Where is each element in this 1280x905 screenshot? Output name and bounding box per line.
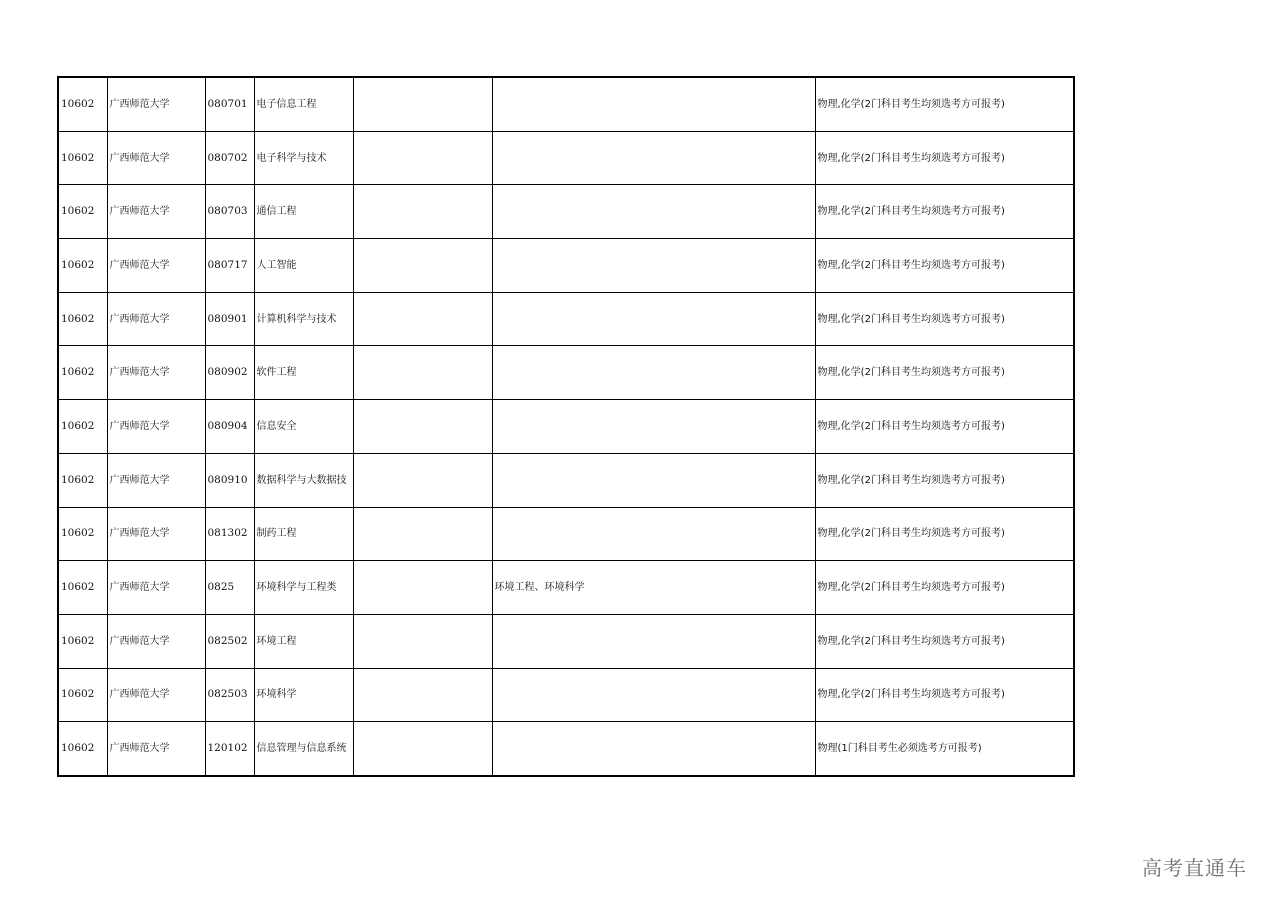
cell-included-majors: 环境工程、环境科学 <box>492 561 815 615</box>
table-row <box>58 77 1074 131</box>
cell-school-name: 广西师范大学 <box>107 507 205 561</box>
table-row <box>58 561 1074 615</box>
cell-school-name: 广西师范大学 <box>107 77 205 131</box>
cell-major-code: 080902 <box>205 346 254 400</box>
cell-note <box>353 185 492 239</box>
table-row <box>58 668 1074 722</box>
cell-subject-requirement: 物理,化学(2门科目考生均须选考方可报考) <box>815 77 1074 131</box>
table-row <box>58 453 1074 507</box>
table-row <box>58 292 1074 346</box>
cell-note <box>353 722 492 776</box>
cell-school-code: 10602 <box>58 239 107 293</box>
cell-major-name: 制药工程 <box>254 507 353 561</box>
cell-school-code: 10602 <box>58 185 107 239</box>
cell-subject-requirement: 物理,化学(2门科目考生均须选考方可报考) <box>815 400 1074 454</box>
cell-subject-requirement: 物理,化学(2门科目考生均须选考方可报考) <box>815 346 1074 400</box>
table-row <box>58 239 1074 293</box>
cell-school-code: 10602 <box>58 614 107 668</box>
cell-major-code: 081302 <box>205 507 254 561</box>
cell-subject-requirement: 物理,化学(2门科目考生均须选考方可报考) <box>815 614 1074 668</box>
cell-school-name: 广西师范大学 <box>107 453 205 507</box>
cell-included-majors <box>492 614 815 668</box>
cell-note <box>353 346 492 400</box>
cell-note <box>353 77 492 131</box>
cell-major-name: 计算机科学与技术 <box>254 292 353 346</box>
cell-note <box>353 292 492 346</box>
cell-subject-requirement: 物理,化学(2门科目考生均须选考方可报考) <box>815 239 1074 293</box>
cell-major-name: 环境科学与工程类 <box>254 561 353 615</box>
table-row <box>58 614 1074 668</box>
cell-included-majors <box>492 507 815 561</box>
cell-included-majors <box>492 185 815 239</box>
cell-subject-requirement: 物理,化学(2门科目考生均须选考方可报考) <box>815 561 1074 615</box>
cell-school-code: 10602 <box>58 131 107 185</box>
cell-major-name: 通信工程 <box>254 185 353 239</box>
cell-included-majors <box>492 453 815 507</box>
cell-included-majors <box>492 131 815 185</box>
cell-subject-requirement: 物理,化学(2门科目考生均须选考方可报考) <box>815 185 1074 239</box>
cell-major-name: 人工智能 <box>254 239 353 293</box>
cell-subject-requirement: 物理,化学(2门科目考生均须选考方可报考) <box>815 453 1074 507</box>
table-row <box>58 507 1074 561</box>
cell-school-name: 广西师范大学 <box>107 400 205 454</box>
cell-major-name: 环境科学 <box>254 668 353 722</box>
cell-school-code: 10602 <box>58 346 107 400</box>
cell-major-name: 信息管理与信息系统 <box>254 722 353 776</box>
cell-included-majors <box>492 668 815 722</box>
cell-included-majors <box>492 292 815 346</box>
cell-subject-requirement: 物理,化学(2门科目考生均须选考方可报考) <box>815 507 1074 561</box>
cell-school-code: 10602 <box>58 668 107 722</box>
cell-major-name: 信息安全 <box>254 400 353 454</box>
cell-school-name: 广西师范大学 <box>107 292 205 346</box>
cell-school-code: 10602 <box>58 400 107 454</box>
table-row <box>58 722 1074 776</box>
cell-included-majors <box>492 239 815 293</box>
watermark-text: 高考直通车 <box>1142 856 1247 880</box>
cell-major-code: 080717 <box>205 239 254 293</box>
cell-note <box>353 614 492 668</box>
cell-school-name: 广西师范大学 <box>107 239 205 293</box>
cell-major-code: 082503 <box>205 668 254 722</box>
cell-school-code: 10602 <box>58 77 107 131</box>
cell-major-name: 电子科学与技术 <box>254 131 353 185</box>
cell-school-code: 10602 <box>58 507 107 561</box>
cell-major-code: 080702 <box>205 131 254 185</box>
cell-included-majors <box>492 722 815 776</box>
cell-included-majors <box>492 77 815 131</box>
table-row <box>58 185 1074 239</box>
cell-school-name: 广西师范大学 <box>107 131 205 185</box>
cell-major-name: 环境工程 <box>254 614 353 668</box>
cell-school-code: 10602 <box>58 561 107 615</box>
cell-major-code: 080910 <box>205 453 254 507</box>
cell-school-code: 10602 <box>58 722 107 776</box>
cell-included-majors <box>492 400 815 454</box>
cell-included-majors <box>492 346 815 400</box>
cell-subject-requirement: 物理(1门科目考生必须选考方可报考) <box>815 722 1074 776</box>
cell-major-code: 080901 <box>205 292 254 346</box>
cell-major-code: 080703 <box>205 185 254 239</box>
cell-subject-requirement: 物理,化学(2门科目考生均须选考方可报考) <box>815 668 1074 722</box>
table-body <box>58 77 1074 776</box>
cell-major-code: 080904 <box>205 400 254 454</box>
cell-note <box>353 131 492 185</box>
cell-note <box>353 239 492 293</box>
cell-school-code: 10602 <box>58 453 107 507</box>
cell-subject-requirement: 物理,化学(2门科目考生均须选考方可报考) <box>815 131 1074 185</box>
cell-note <box>353 668 492 722</box>
cell-note <box>353 507 492 561</box>
table-row <box>58 346 1074 400</box>
table-row <box>58 131 1074 185</box>
cell-school-code: 10602 <box>58 292 107 346</box>
table-row <box>58 400 1074 454</box>
cell-major-code: 0825 <box>205 561 254 615</box>
cell-note <box>353 561 492 615</box>
cell-major-name: 软件工程 <box>254 346 353 400</box>
cell-major-code: 082502 <box>205 614 254 668</box>
requirements-table <box>57 76 1075 777</box>
cell-major-name: 电子信息工程 <box>254 77 353 131</box>
cell-subject-requirement: 物理,化学(2门科目考生均须选考方可报考) <box>815 292 1074 346</box>
cell-school-name: 广西师范大学 <box>107 722 205 776</box>
cell-major-code: 080701 <box>205 77 254 131</box>
cell-school-name: 广西师范大学 <box>107 614 205 668</box>
cell-school-name: 广西师范大学 <box>107 346 205 400</box>
cell-major-code: 120102 <box>205 722 254 776</box>
cell-note <box>353 453 492 507</box>
cell-school-name: 广西师范大学 <box>107 668 205 722</box>
cell-school-name: 广西师范大学 <box>107 185 205 239</box>
cell-school-name: 广西师范大学 <box>107 561 205 615</box>
cell-note <box>353 400 492 454</box>
cell-major-name: 数据科学与大数据技 <box>254 453 353 507</box>
